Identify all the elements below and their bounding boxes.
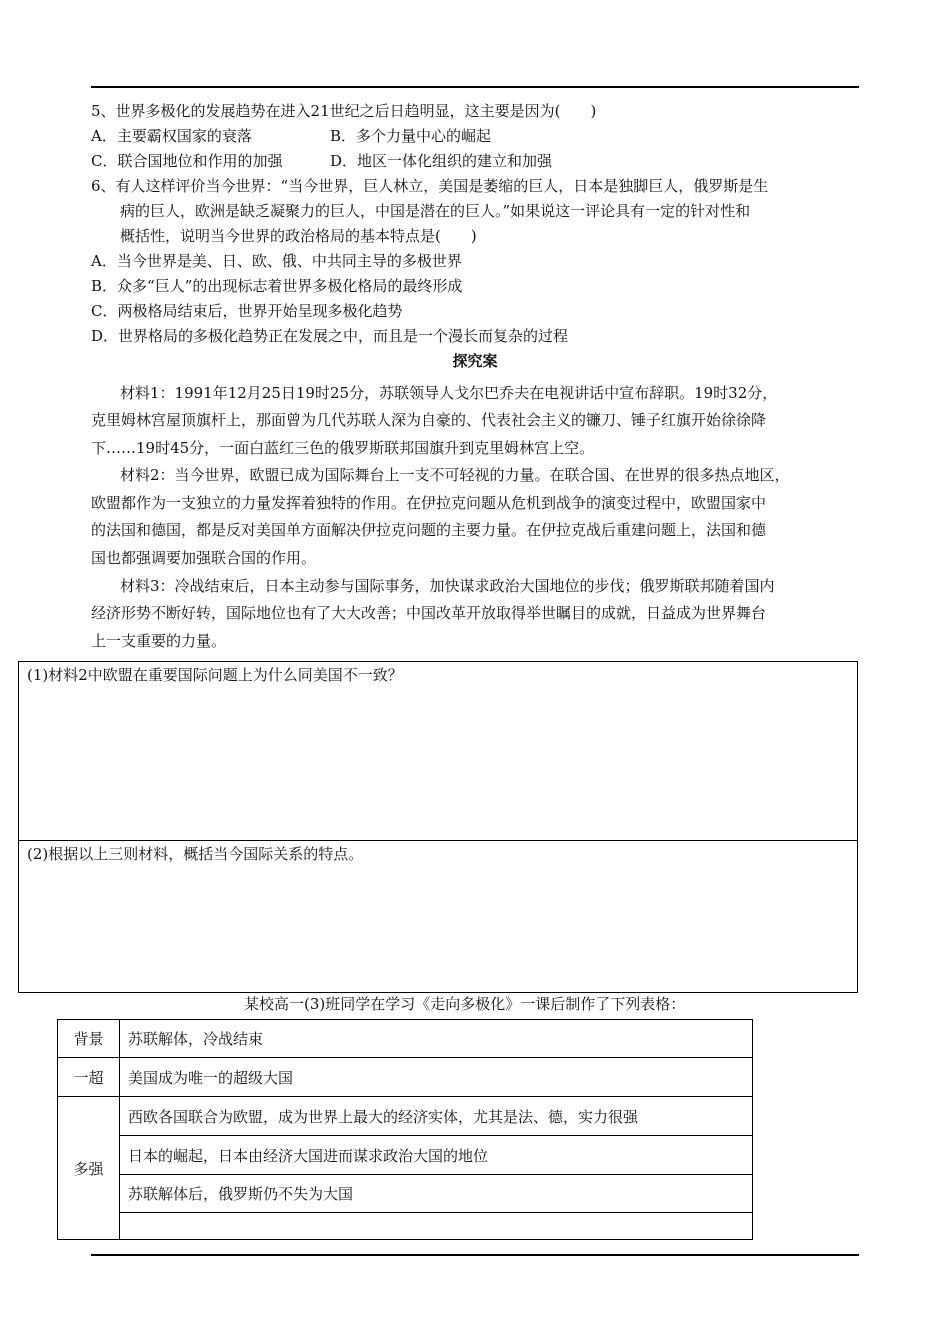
material-1-line-1: 材料1：1991年12月25日19时25分，苏联领导人戈尔巴乔夫在电视讲话中宣布辞职。19时32分， xyxy=(120,384,778,402)
table-row-many-strong-3 xyxy=(58,1175,753,1213)
table-row-many-strong-1 xyxy=(58,1097,753,1136)
row-text-japan: 日本的崛起，日本由经济大国进而谋求政治大国的地位 xyxy=(120,1136,753,1175)
row-label-one-super: 一超 xyxy=(58,1058,120,1097)
section-title: 探究案 xyxy=(452,352,498,370)
material-2-line-1: 材料2：当今世界，欧盟已成为国际舞台上一支不可轻视的力量。在联合国、在世界的很多热点地区， xyxy=(120,466,790,484)
answer-question-1: (1)材料2中欧盟在重要国际问题上为什么同美国不一致？ xyxy=(27,666,403,684)
question-5-option-c: C．联合国地位和作用的加强 xyxy=(91,152,283,170)
table-row-background xyxy=(58,1020,753,1058)
bottom-rule xyxy=(91,1254,859,1256)
row-text-russia: 苏联解体后，俄罗斯仍不失为大国 xyxy=(120,1175,753,1213)
material-2-line-3: 的法国和德国，都是反对美国单方面解决伊拉克问题的主要力量。在伊拉克战后重建问题上，法国和德 xyxy=(91,521,767,539)
question-6-option-b: B．众多“巨人”的出现标志着世界多极化格局的最终形成 xyxy=(91,277,463,295)
answer-box-1[interactable] xyxy=(18,661,858,841)
top-rule xyxy=(91,86,859,88)
material-2-line-4: 国也都强调要加强联合国的作用。 xyxy=(91,549,317,567)
question-6-stem-line-1: 6、有人这样评价当今世界：“当今世界，巨人林立，美国是萎缩的巨人，日本是独脚巨人，俄罗斯是生 xyxy=(91,177,769,195)
question-6-option-c: C．两极格局结束后，世界开始呈现多极化趋势 xyxy=(91,302,403,320)
material-3-line-1: 材料3：冷战结束后，日本主动参与国际事务，加快谋求政治大国地位的步伐；俄罗斯联邦随着国内 xyxy=(120,577,775,595)
material-1-line-2: 克里姆林宫屋顶旗杆上，那面曾为几代苏联人深为自豪的、代表社会主义的镰刀、锤子红旗开始徐徐降 xyxy=(91,411,767,429)
question-5-option-d: D．地区一体化组织的建立和加强 xyxy=(330,152,553,170)
row-label-background: 背景 xyxy=(58,1020,120,1058)
row-label-many-strong: 多强 xyxy=(58,1097,120,1240)
row-text-eu: 西欧各国联合为欧盟，成为世界上最大的经济实体，尤其是法、德，实力很强 xyxy=(120,1097,753,1136)
question-5-option-b: B．多个力量中心的崛起 xyxy=(330,127,492,145)
row-text-one-super: 美国成为唯一的超级大国 xyxy=(120,1058,753,1097)
answer-box-2[interactable] xyxy=(18,840,858,993)
question-5-option-a: A．主要霸权国家的衰落 xyxy=(91,127,252,145)
question-6-option-a: A．当今世界是美、日、欧、俄、中共同主导的多极世界 xyxy=(91,252,462,270)
material-3-line-2: 经济形势不断好转，国际地位也有了大大改善；中国改革开放取得举世瞩目的成就，日益成为世界舞台 xyxy=(91,604,767,622)
table-caption: 某校高一(3)班同学在学习《走向多极化》一课后制作了下列表格： xyxy=(244,995,686,1013)
row-text-blank[interactable] xyxy=(120,1213,753,1240)
question-5-stem: 5、世界多极化的发展趋势在进入21世纪之后日趋明显，这主要是因为( ) xyxy=(91,102,597,120)
question-6-option-d: D．世界格局的多极化趋势正在发展之中，而且是一个漫长而复杂的过程 xyxy=(91,327,569,345)
question-6-stem-line-3: 概括性，说明当今世界的政治格局的基本特点是( ) xyxy=(120,227,477,245)
question-6-stem-line-2: 病的巨人，欧洲是缺乏凝聚力的巨人，中国是潜在的巨人。”如果说这一评论具有一定的针对性和 xyxy=(120,202,751,220)
material-2-line-2: 欧盟都作为一支独立的力量发挥着独特的作用。在伊拉克问题从危机到战争的演变过程中，欧盟国家中 xyxy=(91,494,767,512)
material-3-line-3: 上一支重要的力量。 xyxy=(91,632,227,650)
summary-table xyxy=(57,1019,753,1240)
table-row-one-super xyxy=(58,1058,753,1097)
material-1-line-3: 下……19时45分，一面白蓝红三色的俄罗斯联邦国旗升到克里姆林宫上空。 xyxy=(91,439,595,457)
table-row-many-strong-4 xyxy=(58,1213,753,1240)
row-text-background: 苏联解体，冷战结束 xyxy=(120,1020,753,1058)
answer-question-2: (2)根据以上三则材料，概括当今国际关系的特点。 xyxy=(27,845,364,863)
table-row-many-strong-2 xyxy=(58,1136,753,1175)
